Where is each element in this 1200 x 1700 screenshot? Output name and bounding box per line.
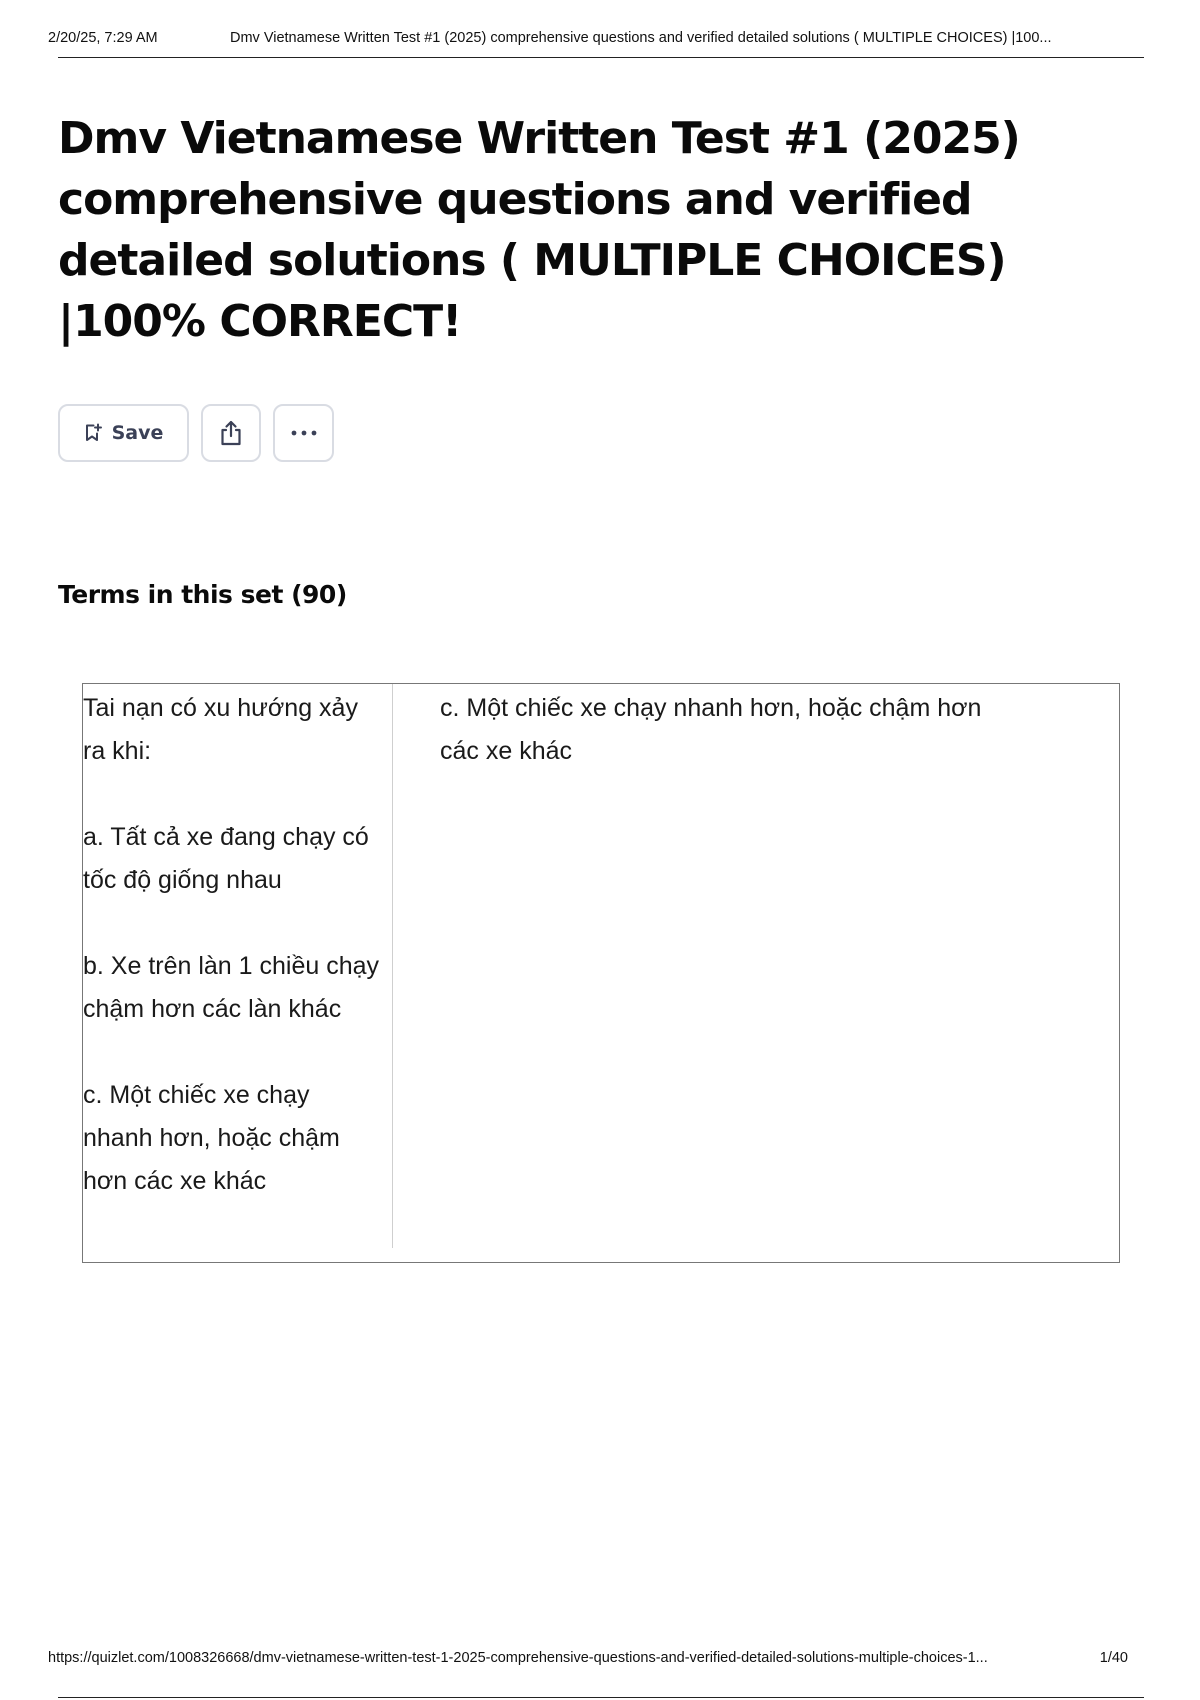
footer-rule <box>58 1697 1144 1698</box>
print-header <box>48 30 1144 46</box>
terms-heading: Terms in this set (90) <box>58 580 347 609</box>
term-option-c: c. Một chiếc xe chạy nhanh hơn, hoặc chậm hơn các xe khác <box>83 1081 340 1195</box>
more-options-button[interactable] <box>273 404 334 462</box>
card-divider <box>392 684 393 1248</box>
definition-side: c. Một chiếc xe chạy nhanh hơn, hoặc chậm hơn các xe khác <box>440 694 982 765</box>
term-option-a: a. Tất cả xe đang chạy có tốc độ giống nhau <box>83 823 369 894</box>
print-url: https://quizlet.com/1008326668/dmv-vietnamese-written-test-1-2025-comprehensive-questions-and-verified-detailed-solutions-multiple-choices-1... <box>48 1650 988 1666</box>
more-icon <box>290 429 318 437</box>
share-button[interactable] <box>201 404 261 462</box>
print-footer <box>48 1650 1153 1666</box>
share-icon <box>218 419 244 447</box>
print-document-title: Dmv Vietnamese Written Test #1 (2025) comprehensive questions and verified detailed solutions ( MULTIPLE CHOICES) |100... <box>230 30 1052 46</box>
header-rule <box>58 57 1144 58</box>
term-option-b: b. Xe trên làn 1 chiều chạy chậm hơn các làn khác <box>83 952 380 1023</box>
print-datetime: 2/20/25, 7:29 AM <box>48 30 158 46</box>
page-title: Dmv Vietnamese Written Test #1 (2025) comprehensive questions and verified detailed solutions ( MULTIPLE CHOICES) |100% CORRECT! <box>58 113 1020 347</box>
term-side <box>83 687 383 1203</box>
bookmark-add-icon <box>84 423 102 443</box>
term-card <box>82 683 1120 1263</box>
print-page-count: 1/40 <box>1099 1650 1128 1666</box>
term-question: Tai nạn có xu hướng xảy ra khi: <box>83 694 358 765</box>
save-button-label: Save <box>111 422 164 444</box>
save-button[interactable] <box>58 404 189 462</box>
